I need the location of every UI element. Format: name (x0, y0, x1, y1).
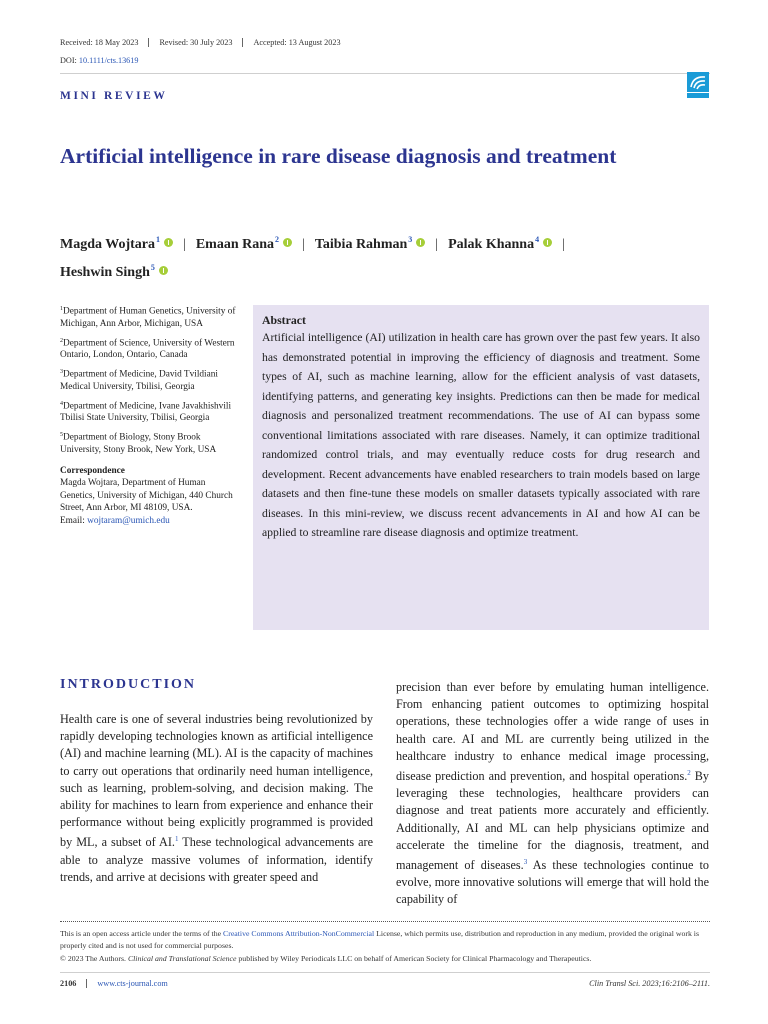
page-footer (60, 979, 710, 988)
body-column-right: precision than ever before by emulating human intelligence. From enhancing patient outcomes to optimizing hospital operations, these technologies offer a wide range of uses in health care. AI and ML are currently being utilized in the healthcare industry to enhance medical image processing, disease prediction and prevention, and hospital operations.$^2$ By leveraging these technologies, healthcare providers can diagnose and treat patients more accurately and efficiently. Additionally, AI and ML can help physicians optimize and accelerate the timeline for the diagnosis, treatment, and management of diseases.$^3$ As these technologies continue to evolve, more innovative solutions will emerge that will hold the capability of (396, 680, 709, 907)
history-dates (60, 38, 351, 47)
abstract-box (253, 305, 709, 630)
introduction-heading: INTRODUCTION (60, 677, 197, 692)
page-number: 2106 (60, 979, 87, 988)
accepted-date: Accepted: 13 August 2023 (242, 38, 350, 47)
article-title: Artificial intelligence in rare disease diagnosis and treatment (60, 144, 617, 168)
author-list: Magda Wojtara$^1$ | Emaan Rana$^2$ | Taibia Rahman$^3$ | Palak Khanna$^4$ | Heshwin Singh$^5$ (60, 235, 565, 280)
footnote-divider (60, 921, 710, 922)
email-link[interactable]: wojtaram@umich.edu (87, 515, 170, 526)
doi-label: DOI: (60, 56, 79, 65)
doi-line (60, 56, 138, 65)
body-column-left: Health care is one of several industries being revolutionized by rapidly developing technologies known as artificial intelligence (AI) and machine learning (ML). AI is the capacity of machines to carry out operations that ordinarily need human intelligence, such as learning, problem-solving, and decision making. The ability for machines to learn from experience and enhance their performance without being explicitly programmed is provided by ML, a subset of AI.$^1$ These technological advancements are able to analyze massive volumes of information, identify trends, and arrive at decisions with greater speed and (60, 712, 373, 884)
citation: Clin Transl Sci. 2023;16:2106–2111. (589, 979, 710, 988)
article-type: MINI REVIEW (60, 90, 168, 102)
reference-link[interactable]: 1 (174, 835, 179, 844)
abstract-text: Artificial intelligence (AI) utilization in health care has grown over the past few years. It also has demonstrated potential in improving the efficiency of diagnosis and treatment. Some types of AI, such as machine learning, allow for the efficient analysis of vast datasets, identifying patterns, and generating key insights. Predictions can then be made for medical diagnosis and personalized treatment recommendations. The use of AI can bypass some conventional limitations associated with rare diseases. Namely, it can optimize traditional randomized control trials, and may eventually reduce costs for drug research and development. Recent advancements have enabled researchers to train models based on large datasets and then fine-tune these models on smaller datasets typically associated with rare diseases. In this mini-review, we discuss recent advancements in AI and how AI can be applied to streamline rare disease diagnosis and optimize treatment. (262, 331, 700, 539)
header-rule (60, 73, 710, 74)
doi-link[interactable]: 10.1111/cts.13619 (78, 56, 139, 65)
orcid-icon[interactable] (164, 238, 173, 247)
author[interactable]: Magda Wojtara$^1$ (60, 237, 173, 252)
reference-link[interactable]: 3 (523, 858, 528, 867)
license-notice: This is an open access article under the terms of the Creative Commons Attribution-NonCommercial License, which permits use, distribution and reproduction in any medium, provided the original work is properly cited and is not used for commercial purposes. © 2023 The Authors. Clinical and Translational Science published by Wiley Periodicals LLC on behalf of American Society for Clinical Pharmacology and Therapeutics. (60, 929, 699, 963)
correspondence-email: Email: wojtaram@umich.edu (60, 515, 170, 526)
affiliations (60, 303, 240, 527)
correspondence-text: Magda Wojtara, Department of Human Genetics, University of Michigan, 440 Church Street, Ann Arbor, MI 48109, USA. (60, 478, 233, 514)
abstract-heading: Abstract (262, 313, 306, 327)
author[interactable]: Emaan Rana$^2$ (196, 237, 292, 252)
license-link[interactable]: Creative Commons Attribution-NonCommercial (223, 929, 375, 938)
affiliation: $^1$Department of Human Genetics, University of Michigan, Ann Arbor, Michigan, USA (60, 306, 236, 329)
author[interactable]: Heshwin Singh$^5$ (60, 265, 168, 280)
orcid-icon[interactable] (159, 266, 168, 275)
correspondence-heading: Correspondence (60, 465, 125, 476)
affiliation: $^3$Department of Medicine, David Tvildiani Medical University, Tbilisi, Georgia (60, 369, 218, 392)
orcid-icon[interactable] (283, 238, 292, 247)
orcid-icon[interactable] (416, 238, 425, 247)
affiliation: $^4$Department of Medicine, Ivane Javakhishvili Tbilisi State University, Tbilisi, Georgia (60, 400, 232, 424)
footer-rule (60, 972, 710, 973)
affiliation: $^5$Department of Biology, Stony Brook University, Stony Brook, New York, USA (60, 432, 217, 455)
reference-link[interactable]: 2 (687, 769, 691, 778)
author[interactable]: Palak Khanna$^4$ (448, 237, 552, 252)
orcid-icon[interactable] (543, 238, 552, 247)
affiliation: $^2$Department of Science, University of Western Ontario, London, Ontario, Canada (60, 337, 235, 361)
received-date: Received: 18 May 2023 (60, 38, 139, 47)
journal-site-link[interactable]: www.cts-journal.com (97, 979, 168, 988)
revised-date: Revised: 30 July 2023 (148, 38, 242, 47)
author[interactable]: Taibia Rahman$^3$ (315, 237, 425, 252)
ascpt-logo-icon (687, 72, 709, 98)
